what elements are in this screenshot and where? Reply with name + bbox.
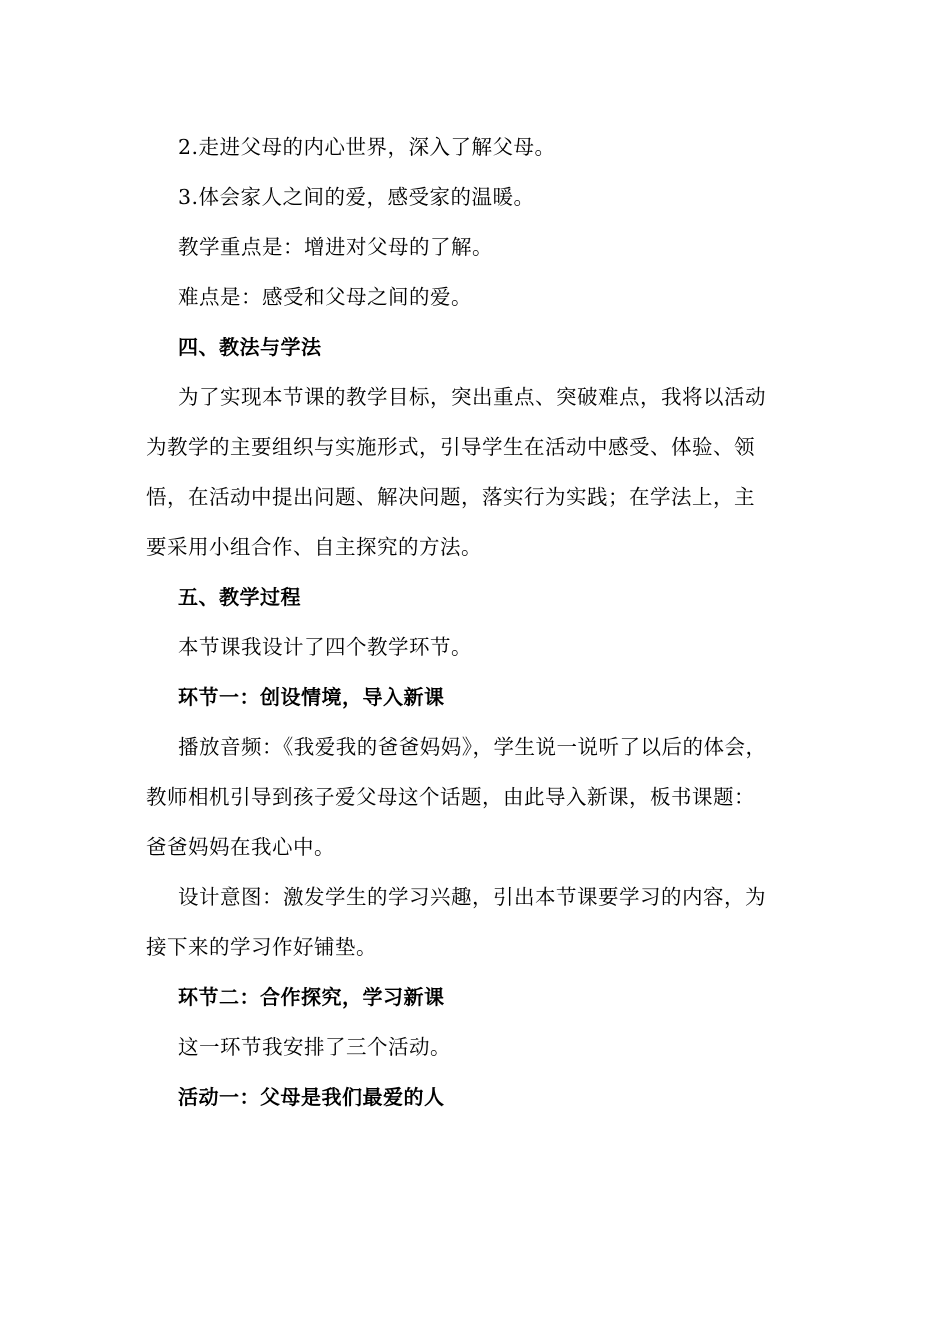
- design-intent-line-2: 接下来的学习作好铺垫。: [146, 935, 377, 959]
- objective-3: 3.体会家人之间的爱，感受家的温暖。: [178, 185, 535, 209]
- methods-paragraph-line-2: 为教学的主要组织与实施形式，引导学生在活动中感受、体验、领: [146, 435, 755, 459]
- activity-one-heading: 活动一：父母是我们最爱的人: [178, 1085, 445, 1109]
- section-heading-methods: 四、教法与学法: [178, 335, 322, 359]
- objective-2: 2.走进父母的内心世界，深入了解父母。: [178, 135, 556, 159]
- section-heading-process: 五、教学过程: [178, 585, 301, 609]
- step-two-intro: 这一环节我安排了三个活动。: [178, 1035, 451, 1059]
- design-intent-line-1: 设计意图：激发学生的学习兴趣，引出本节课要学习的内容，为: [178, 885, 766, 909]
- step-one-heading: 环节一：创设情境，导入新课: [178, 685, 445, 709]
- methods-paragraph-line-1: 为了实现本节课的教学目标，突出重点、突破难点，我将以活动: [178, 385, 766, 409]
- document-body: [146, 122, 814, 1122]
- process-intro: 本节课我设计了四个教学环节。: [178, 635, 472, 659]
- methods-paragraph-line-3: 悟，在活动中提出问题、解决问题，落实行为实践；在学法上，主: [146, 485, 755, 509]
- key-point: 教学重点是：增进对父母的了解。: [178, 235, 493, 259]
- step-two-heading: 环节二：合作探究，学习新课: [178, 985, 445, 1009]
- step-one-line-1: 播放音频：《我爱我的爸爸妈妈》，学生说一说听了以后的体会，: [178, 735, 767, 759]
- methods-paragraph-line-4: 要采用小组合作、自主探究的方法。: [146, 535, 482, 559]
- step-one-line-3: 爸爸妈妈在我心中。: [146, 835, 335, 859]
- difficult-point: 难点是：感受和父母之间的爱。: [178, 285, 472, 309]
- step-one-line-2: 教师相机引导到孩子爱父母这个话题，由此导入新课，板书课题：: [146, 785, 755, 809]
